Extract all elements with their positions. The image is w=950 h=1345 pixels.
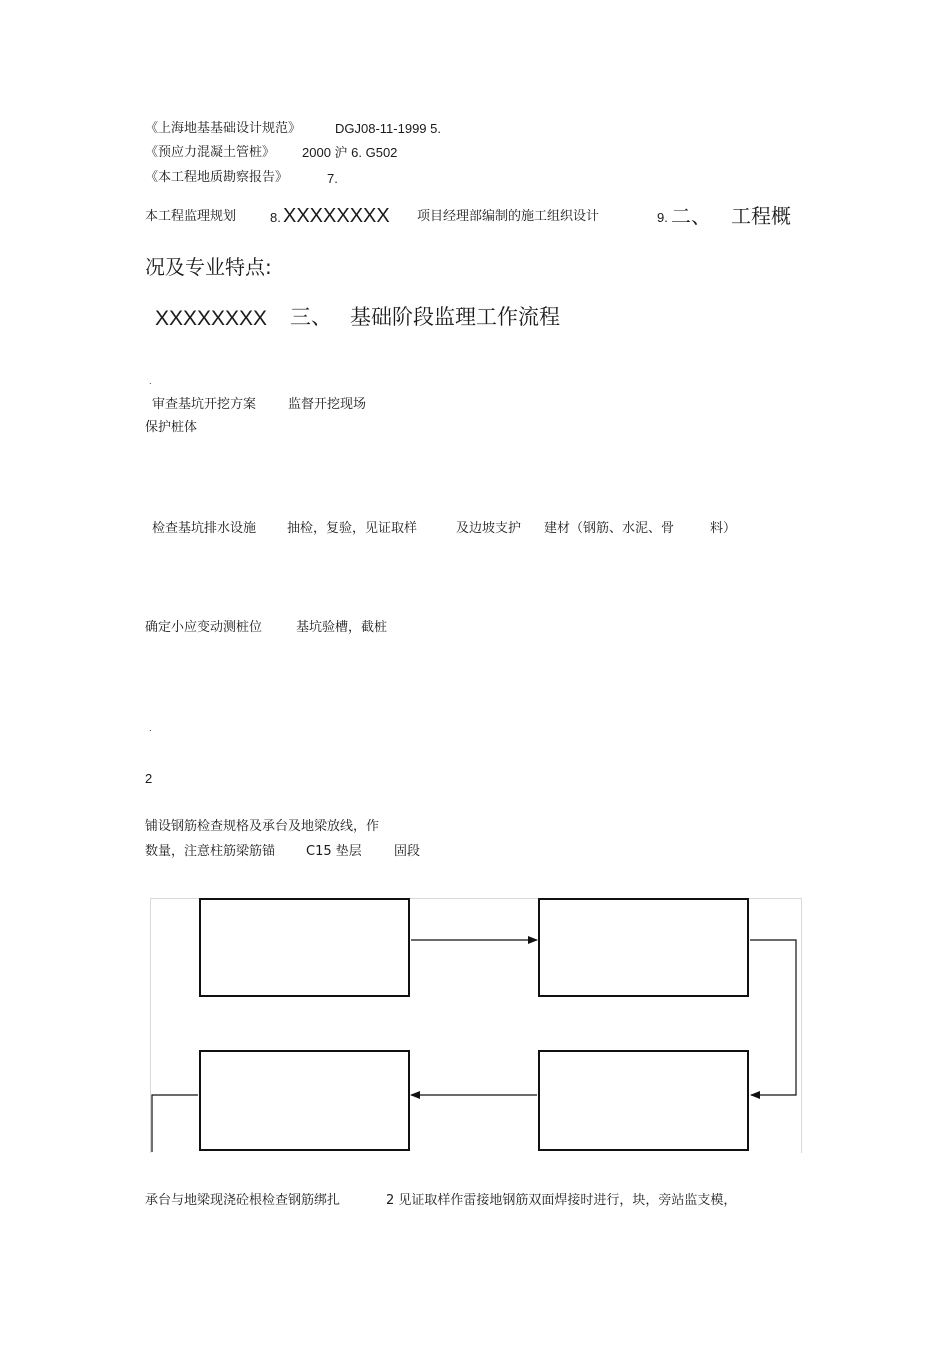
plan-number: 8.: [270, 210, 281, 225]
flow-text: 固段: [394, 844, 421, 859]
flow-text: 建材（钢筋、水泥、骨: [544, 521, 675, 536]
flow-text: 数量，注意柱筋梁筋锚: [145, 844, 276, 859]
reference-title: 《上海地基基础设计规范》: [145, 121, 302, 136]
flow-text: 监督开挖现场: [288, 397, 367, 412]
reference-code: 2000 沪 6. G502: [302, 145, 398, 160]
project-placeholder: XXXXXXXX: [155, 307, 268, 330]
flow-text: C15 垫层: [306, 844, 362, 859]
reference-title: 《预应力混凝土管桩》: [145, 145, 276, 160]
flow-text: 承台与地梁现浇砼根检查钢筋绑扎: [145, 1193, 341, 1208]
flow-text: 2 见证取样作雷接地钢筋双面焊接时进行，块，旁站监支模，: [386, 1193, 737, 1208]
reference-title: 《本工程地质勘察报告》: [145, 170, 289, 185]
connector-exit: [152, 1095, 198, 1152]
plan-number: 9.: [657, 210, 668, 225]
page-number: 2: [145, 771, 153, 786]
plan-text: 项目经理部编制的施工组织设计: [417, 209, 600, 224]
plan-placeholder: XXXXXXXX: [283, 205, 390, 227]
section-title: 基础阶段监理工作流程: [350, 305, 560, 329]
flow-text: 审查基坑开挖方案: [152, 397, 257, 412]
plan-text: 本工程监理规划: [145, 209, 237, 224]
flow-text: 保护桩体: [145, 420, 198, 435]
dot-mark: .: [149, 724, 152, 733]
flow-text: 及边坡支护: [456, 521, 522, 536]
flow-text: 确定小应变动测桩位: [145, 620, 263, 635]
flow-text: 料）: [710, 521, 737, 536]
reference-code: 7.: [327, 171, 338, 186]
arrow-down-return: [750, 940, 796, 1095]
flow-text: 基坑验槽，截桩: [296, 620, 388, 635]
reference-code: DGJ08-11-1999 5.: [335, 121, 441, 136]
flow-text: 铺设钢筋检查规格及承台及地梁放线，作: [145, 819, 380, 834]
flow-text: 抽检，复验，见证取样: [287, 521, 418, 536]
section-title-part: 工程概: [731, 204, 791, 228]
section-title-part: 况及专业特点:: [145, 255, 272, 279]
section-number: 三、: [290, 305, 332, 329]
flow-text: 检查基坑排水设施: [152, 521, 257, 536]
dot-mark: .: [149, 377, 152, 386]
section-number: 二、: [671, 204, 711, 228]
